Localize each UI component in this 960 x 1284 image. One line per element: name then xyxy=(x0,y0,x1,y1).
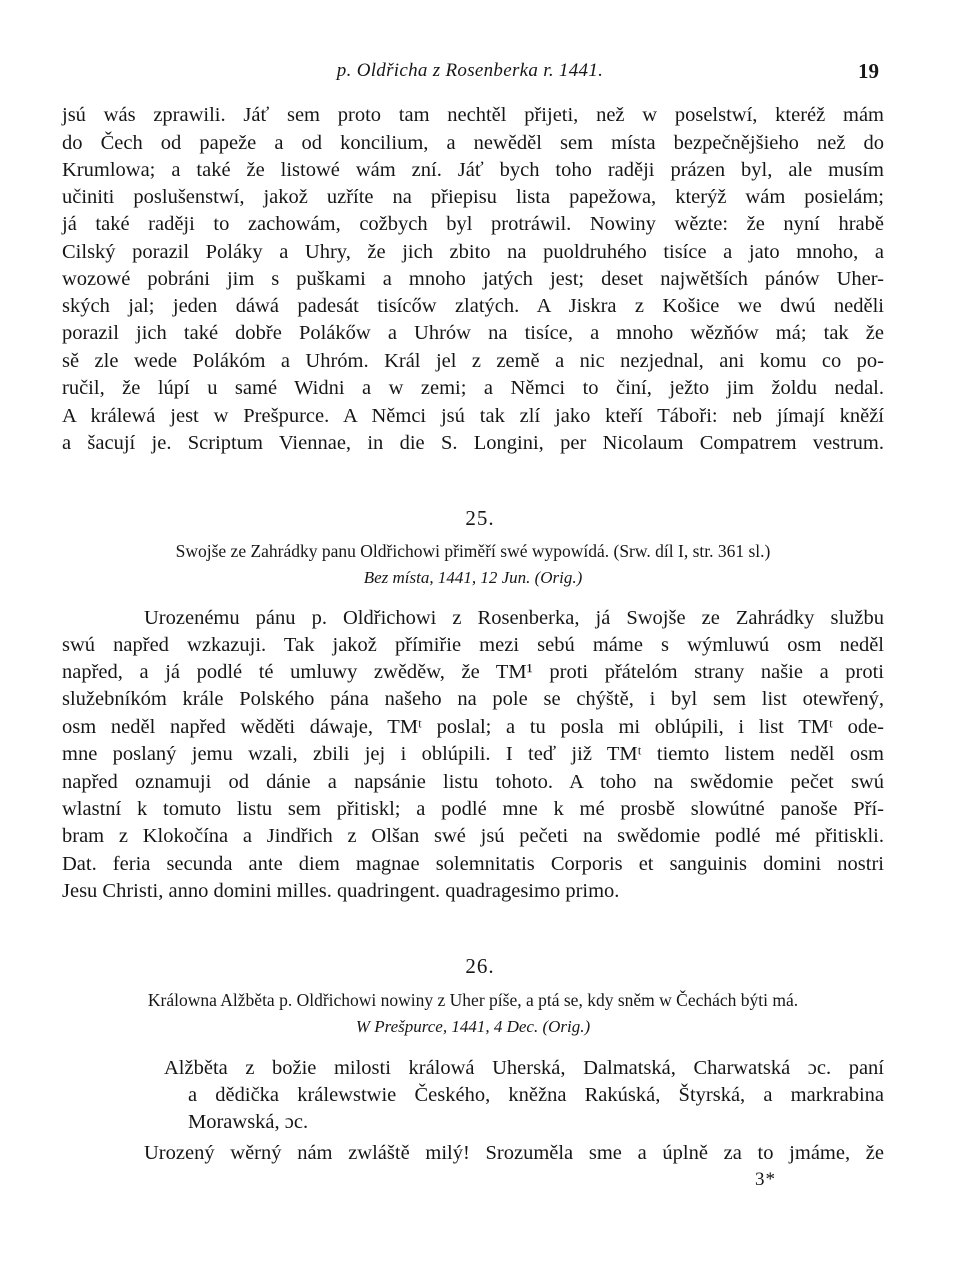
running-title: p. Oldřicha z Rosenberka r. 1441. xyxy=(336,60,604,81)
text-line: a šacují je. Scriptum Viennae, in die S. Longini, per Nicolaum Compatrem vestrum. xyxy=(62,432,884,454)
letter-dateline: W Prešpurce, 1441, 4 Dec. (Orig.) xyxy=(355,1017,591,1036)
text-line: Cilský porazil Poláky a Uhry, že jich zbito na puoldruhého tisíce a jato mnoho, a xyxy=(62,241,884,263)
text-line: Alžběta z božie milosti králowá Uherská, Dalmatská, Charwatská ɔc. paní xyxy=(164,1057,884,1079)
text-line: Jesu Christi, anno domini milles. quadringent. quadragesimo primo. xyxy=(62,880,620,902)
signature-mark: 3* xyxy=(755,1169,776,1190)
text-line: osm neděl napřed wěděti dáwaje, TMᵗ poslal; a tu posla mi oblúpili, i list TMᵗ ode- xyxy=(62,716,884,738)
text-line: A králewá jest w Prešpurce. A Němci jsú tak zlí jako kteří Táboři: neb jímají kněží xyxy=(62,405,884,427)
letter-dateline: Bez místa, 1441, 12 Jun. (Orig.) xyxy=(363,568,583,587)
text-line: učiniti poslušenstwí, jakož uzříte na přiepisu lista papežowa, kterýž wám posielám; xyxy=(62,186,884,208)
text-line: Krumlowa; a také že listowé wám zní. Jáť bych toho raději prázen byl, ale musím xyxy=(62,159,884,181)
text-line: napřed oznamuji od dánie a napsánie listu tohoto. A toho na swědomie pečet swú xyxy=(62,771,884,793)
text-line: wozowé pobráni jim s puškami a mnoho jatých jest; deset najwětších pánów Uher- xyxy=(62,268,884,290)
text-line: porazil jich také dobře Polákőw a Uhrów na tisíce, a mnoho wězňów má; tak že xyxy=(62,322,884,344)
page-number: 19 xyxy=(858,59,879,83)
text-line: a dědička králewstwie Českého, kněžna Rakúská, Štyrská, a markrabina xyxy=(188,1084,884,1106)
text-line: jsú wás zprawili. Jáť sem proto tam nechtěl přijeti, než w poselstwí, kteréž mám xyxy=(62,104,884,126)
text-line: ských jal; jeden dáwá padesát tisícőw zlatých. A Jiskra z Košice we dwú neděli xyxy=(62,295,884,317)
text-line: napřed, a já podlé té umluwy zwěděw, že TM¹ proti přátelóm strany našie a proti xyxy=(62,661,884,683)
text-line: mne poslaný jemu wzali, zbili jej i oblúpili. I teď již TMᵗ tiemto listem neděl osm xyxy=(62,743,884,765)
letter-summary: Králowna Alžběta p. Oldřichowi nowiny z Uher píše, a ptá se, kdy sněm w Čechách býti má. xyxy=(147,990,799,1010)
text-line: ručil, že lúpí u samé Widni a w zemi; a Němci to činí, ježto jim žoldu nedal. xyxy=(62,377,884,399)
text-line: do Čech od papeže a od koncilium, a newěděl sem místa bezpečnějšieho než do xyxy=(62,132,884,154)
text-line: sě zle wede Polákóm a Uhróm. Král jel z země a nic nezjednal, ani komu co po- xyxy=(62,350,884,372)
text-line: Morawská, ɔc. xyxy=(188,1111,309,1133)
text-line: bram z Klokočína a Jindřich z Olšan swé jsú pečeti na swědomie podlé mé přitiskli. xyxy=(62,825,884,847)
text-line: Urozenému pánu p. Oldřichowi z Rosenberka, já Swojše ze Zahrádky službu xyxy=(144,607,884,629)
text-line: Dat. feria secunda ante diem magnae solemnitatis Corporis et sanguinis domini nostri xyxy=(62,853,884,875)
letter-number: 26. xyxy=(465,954,495,978)
letter-summary: Swojše ze Zahrádky panu Oldřichowi přiměří swé wypowídá. (Srw. díl I, str. 361 sl.) xyxy=(175,541,771,561)
text-line: Urozený wěrný nám zwláště milý! Srozuměla sme a úplně za to jmáme, že xyxy=(144,1142,884,1164)
letter-number: 25. xyxy=(465,506,495,530)
text-line: wlastní k tomuto listu sem přitiskl; a podlé mne k mé prosbě slowútné panoše Pří- xyxy=(62,798,884,820)
text-line: služebníkóm krále Polského pána našeho na pole se chýště, i byl sem list otewřený, xyxy=(62,688,884,710)
text-line: swú napřed wzkazuji. Tak jakož přímiřie mezi sebú máme s wýmluwú osm neděl xyxy=(62,634,884,656)
text-line: já také raději to zachowám, cožbych byl protráwil. Nowiny wězte: že nyní hrabě xyxy=(62,213,884,235)
